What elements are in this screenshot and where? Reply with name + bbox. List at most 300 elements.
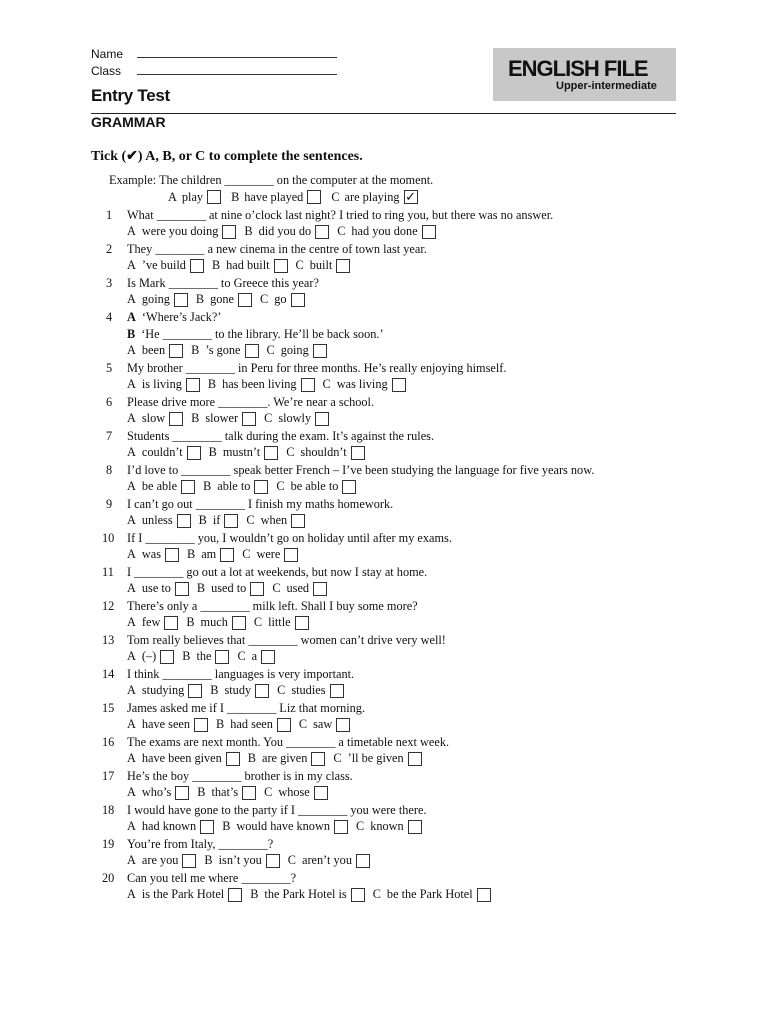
answer-options <box>91 546 594 563</box>
option-checkbox[interactable] <box>226 752 240 766</box>
option-checkbox[interactable] <box>188 684 202 698</box>
question-row <box>91 275 594 291</box>
option-letter: A <box>127 479 136 493</box>
option-checkbox[interactable] <box>194 718 208 732</box>
option-text: isn’t you <box>218 853 262 867</box>
answer-options <box>91 342 594 359</box>
option-letter: C <box>355 819 365 833</box>
question-item <box>91 241 594 274</box>
option-checkbox[interactable] <box>169 412 183 426</box>
question-text: The exams are next month. You ________ a timetable next week. <box>127 735 450 749</box>
option-letter: C <box>295 258 304 272</box>
option-checkbox[interactable] <box>274 259 288 273</box>
option-text: going <box>280 343 309 357</box>
option-text: use to <box>141 581 171 595</box>
question-row <box>91 394 594 410</box>
question-text: What ________ at nine o’clock last night? I tried to ring you, but there was no answer. <box>127 208 554 222</box>
question-row <box>91 309 594 325</box>
option-checkbox[interactable] <box>254 480 268 494</box>
option-checkbox[interactable] <box>177 514 191 528</box>
option-letter: A <box>127 581 136 595</box>
option-checkbox[interactable] <box>314 786 328 800</box>
option-checkbox[interactable] <box>342 480 356 494</box>
option-letter: C <box>253 615 263 629</box>
answer-option-a <box>127 512 191 529</box>
option-text: few <box>141 615 161 629</box>
option-checkbox[interactable] <box>422 225 436 239</box>
option-letter: C <box>264 785 273 799</box>
question-text: Students ________ talk during the exam. It’s against the rules. <box>127 429 435 443</box>
logo-title: ENGLISH FILE <box>508 56 648 81</box>
option-checkbox[interactable] <box>356 854 370 868</box>
option-text: was living <box>336 377 388 391</box>
option-checkbox[interactable] <box>200 820 214 834</box>
answer-option-b <box>248 750 326 767</box>
option-letter: A <box>127 411 136 425</box>
option-checkbox[interactable] <box>307 190 321 204</box>
question-text: Tom really believes that ________ women can’t drive very well! <box>127 633 446 647</box>
option-letter: A <box>127 887 136 901</box>
answer-option-b <box>187 546 234 563</box>
instruction: Tick (✔) A, B, or C to complete the sentences. <box>91 149 363 164</box>
option-letter: B <box>203 479 212 493</box>
question-number: 3 <box>106 276 113 290</box>
option-letter: C <box>260 292 269 306</box>
answer-option-a <box>127 580 189 597</box>
answer-option-c <box>260 291 305 308</box>
answer-option-b <box>186 614 246 631</box>
answer-option-a <box>127 784 189 801</box>
option-text: used to <box>211 581 247 595</box>
option-letter: C <box>298 717 308 731</box>
option-checkbox[interactable] <box>164 616 178 630</box>
option-letter: C <box>272 581 281 595</box>
option-letter: A <box>127 513 136 527</box>
option-checkbox[interactable] <box>313 582 327 596</box>
answer-options <box>91 257 594 274</box>
option-checkbox[interactable] <box>408 752 422 766</box>
option-letter: A <box>127 853 136 867</box>
answer-option-b <box>216 716 291 733</box>
option-checkbox[interactable] <box>175 786 189 800</box>
option-checkbox[interactable] <box>392 378 406 392</box>
answer-option-a <box>127 716 208 733</box>
question-text <box>127 309 221 325</box>
answer-option-c <box>272 580 327 597</box>
option-checkbox[interactable] <box>182 854 196 868</box>
option-text: couldn’t <box>141 445 183 459</box>
option-text: am <box>201 547 217 561</box>
answer-options <box>91 750 594 767</box>
answer-options <box>91 614 594 631</box>
option-text: had known <box>141 819 197 833</box>
question-row <box>91 207 594 223</box>
name-row <box>91 45 337 62</box>
answer-option-c <box>356 818 422 835</box>
answer-option-a <box>127 444 201 461</box>
answer-option-b <box>210 682 269 699</box>
option-checkbox[interactable] <box>255 684 269 698</box>
english-file-logo <box>493 48 676 101</box>
option-text: be the Park Hotel <box>386 887 473 901</box>
question-row <box>91 530 594 546</box>
answer-option-b <box>197 784 256 801</box>
option-checkbox[interactable] <box>174 293 188 307</box>
question-item <box>91 802 594 835</box>
question-item <box>91 836 594 869</box>
answer-option-b <box>196 291 252 308</box>
example-question <box>91 172 594 188</box>
option-text: has been living <box>222 377 297 391</box>
option-checkbox[interactable] <box>330 684 344 698</box>
option-checkbox[interactable] <box>351 446 365 460</box>
question-number <box>91 326 127 342</box>
question-item <box>91 394 594 427</box>
answer-options <box>91 512 594 529</box>
answer-option-a <box>127 682 202 699</box>
option-text: when <box>260 513 288 527</box>
option-checkbox[interactable] <box>190 259 204 273</box>
option-text: known <box>370 819 404 833</box>
question-row <box>91 428 594 444</box>
answer-option-c <box>254 614 309 631</box>
question-row <box>91 241 594 257</box>
option-text: is living <box>141 377 182 391</box>
option-checkbox[interactable] <box>222 225 236 239</box>
option-letter: A <box>127 343 136 357</box>
question-text: I can’t go out ________ I finish my maths homework. <box>127 497 394 511</box>
question-item <box>91 462 594 495</box>
question-row <box>91 462 594 478</box>
option-text: study <box>224 683 252 697</box>
option-checkbox[interactable] <box>336 259 350 273</box>
question-number: 19 <box>102 837 115 851</box>
option-checkbox[interactable] <box>277 718 291 732</box>
option-text: be able <box>141 479 178 493</box>
option-letter: B <box>207 377 217 391</box>
answer-options <box>91 784 594 801</box>
option-text: would have known <box>236 819 330 833</box>
option-letter: A <box>127 683 136 697</box>
option-text: shouldn’t <box>300 445 347 459</box>
example-option <box>168 188 221 206</box>
option-letter: A <box>127 224 136 238</box>
question-item <box>91 700 594 733</box>
answer-option-a <box>127 342 183 359</box>
option-letter: B <box>204 853 213 867</box>
question-number: 2 <box>106 242 113 256</box>
option-letter: C <box>333 751 342 765</box>
question-text: You’re from Italy, ________? <box>127 837 274 851</box>
dialogue-speaker: B <box>127 327 136 341</box>
example-option <box>331 188 417 206</box>
option-checkbox[interactable] <box>313 344 327 358</box>
example-options <box>91 188 594 206</box>
answer-option-a <box>127 376 200 393</box>
question-text: I ________ go out a lot at weekends, but now I stay at home. <box>127 565 428 579</box>
option-text: who’s <box>141 785 172 799</box>
questions <box>91 207 594 903</box>
answer-option-b <box>191 410 256 427</box>
option-checkbox[interactable] <box>207 190 221 204</box>
option-checkbox[interactable] <box>261 650 275 664</box>
option-text: are you <box>141 853 179 867</box>
student-fields <box>91 45 337 79</box>
answer-options <box>91 818 594 835</box>
answer-option-b <box>203 478 268 495</box>
option-checkbox[interactable] <box>264 446 278 460</box>
option-text: had you done <box>351 224 418 238</box>
question-item <box>91 530 594 563</box>
question-number: 6 <box>106 395 113 409</box>
option-checkbox[interactable] <box>220 548 234 562</box>
option-text: gone <box>210 292 235 306</box>
option-checkbox[interactable] <box>291 514 305 528</box>
question-row <box>91 734 594 750</box>
option-letter: B <box>244 224 253 238</box>
question-row <box>91 598 594 614</box>
option-text: whose <box>278 785 310 799</box>
name-field[interactable] <box>137 45 337 58</box>
option-checkbox[interactable] <box>284 548 298 562</box>
question-row <box>91 666 594 682</box>
option-checkbox[interactable] <box>224 514 238 528</box>
option-letter: B <box>196 581 206 595</box>
option-checkbox[interactable] <box>160 650 174 664</box>
option-text: ’ll be given <box>347 751 404 765</box>
question-item <box>91 309 594 359</box>
answer-options <box>91 376 594 393</box>
answer-option-a <box>127 410 183 427</box>
option-text: was <box>141 547 162 561</box>
option-checkbox[interactable] <box>186 378 200 392</box>
answer-option-c <box>264 784 328 801</box>
answer-option-b <box>244 223 329 240</box>
option-checkbox[interactable] <box>165 548 179 562</box>
option-letter: C <box>264 411 273 425</box>
option-text: had built <box>226 258 270 272</box>
option-checkbox[interactable] <box>315 412 329 426</box>
question-item <box>91 870 594 903</box>
option-text: unless <box>141 513 173 527</box>
question-row <box>91 768 594 784</box>
question-text: I think ________ languages is very important. <box>127 667 355 681</box>
option-letter: C <box>322 377 331 391</box>
answer-option-b <box>208 376 315 393</box>
question-number: 18 <box>102 803 115 817</box>
option-checkbox[interactable] <box>250 582 264 596</box>
option-text: been <box>141 343 166 357</box>
answer-option-c <box>323 376 406 393</box>
option-text: have been given <box>141 751 222 765</box>
question-number: 15 <box>102 701 115 715</box>
option-letter: B <box>222 819 231 833</box>
answer-option-a <box>127 546 179 563</box>
answer-options <box>91 682 594 699</box>
option-checkbox[interactable] <box>291 293 305 307</box>
option-text: had seen <box>230 717 273 731</box>
option-text: mustn’t <box>222 445 261 459</box>
divider <box>91 113 676 114</box>
dialogue-row <box>91 326 594 342</box>
option-checkbox[interactable] <box>169 344 183 358</box>
name-label: Name <box>91 47 124 61</box>
answer-options <box>91 648 594 665</box>
option-text: able to <box>217 479 251 493</box>
option-text: have played <box>244 190 304 204</box>
answer-options <box>91 852 594 869</box>
answer-options <box>91 223 594 240</box>
option-checkbox[interactable] <box>242 412 256 426</box>
option-checkbox[interactable] <box>334 820 348 834</box>
question-row <box>91 632 594 648</box>
question-number: 14 <box>102 667 115 681</box>
option-letter: C <box>277 683 286 697</box>
option-letter: B <box>250 887 259 901</box>
class-row <box>91 62 337 79</box>
option-text: be able to <box>290 479 339 493</box>
answer-option-c <box>267 342 327 359</box>
question-row <box>91 802 594 818</box>
question-item <box>91 666 594 699</box>
option-text: the <box>196 649 212 663</box>
question-item <box>91 734 594 767</box>
question-number: 4 <box>106 310 113 324</box>
option-text: play <box>181 190 204 204</box>
option-text: studying <box>141 683 185 697</box>
option-letter: B <box>182 649 191 663</box>
option-letter: A <box>168 190 177 204</box>
question-item <box>91 428 594 461</box>
option-text: the Park Hotel is <box>264 887 347 901</box>
option-checkbox[interactable] <box>181 480 195 494</box>
option-letter: C <box>331 190 340 204</box>
question-number: 11 <box>102 565 114 579</box>
option-text: built <box>309 258 333 272</box>
question-text: I would have gone to the party if I ________ you were there. <box>127 803 427 817</box>
question-text: Please drive more ________. We’re near a school. <box>127 395 375 409</box>
class-field[interactable] <box>137 62 337 75</box>
question-text: There’s only a ________ milk left. Shall I buy some more? <box>127 599 418 613</box>
answer-option-b <box>212 257 288 274</box>
answer-options <box>91 444 594 461</box>
answer-options <box>91 886 594 903</box>
option-checkbox[interactable] <box>266 854 280 868</box>
option-letter: A <box>127 258 136 272</box>
option-checkbox[interactable] <box>336 718 350 732</box>
option-checkbox[interactable] <box>215 650 229 664</box>
question-text: My brother ________ in Peru for three months. He’s really enjoying himself. <box>127 361 507 375</box>
option-letter: B <box>197 785 206 799</box>
option-checkbox[interactable] <box>245 344 259 358</box>
option-letter: C <box>276 479 285 493</box>
option-checkbox[interactable] <box>242 786 256 800</box>
option-letter: A <box>127 785 136 799</box>
option-letter: B <box>191 411 200 425</box>
question-number: 13 <box>102 633 115 647</box>
question-text: Can you tell me where ________? <box>127 871 297 885</box>
option-letter: C <box>287 853 296 867</box>
answer-option-c <box>264 410 329 427</box>
answer-option-c <box>242 546 298 563</box>
question-number: 7 <box>106 429 113 443</box>
option-checkbox[interactable] <box>175 582 189 596</box>
question-text: He’s the boy ________ brother is in my class. <box>127 769 353 783</box>
option-checkbox[interactable] <box>238 293 252 307</box>
answer-option-a <box>127 614 178 631</box>
answer-option-b <box>209 444 279 461</box>
option-text: have seen <box>141 717 191 731</box>
question-row <box>91 360 594 376</box>
answer-option-a <box>127 257 204 274</box>
question-item <box>91 207 594 240</box>
question-number: 17 <box>102 769 115 783</box>
option-checkbox[interactable]: ✓ <box>405 189 416 204</box>
answer-option-c <box>373 886 491 903</box>
option-text: (–) <box>141 649 157 663</box>
answer-option-b <box>197 580 264 597</box>
option-text: were <box>256 547 281 561</box>
option-letter: A <box>127 292 136 306</box>
answer-option-c <box>288 852 370 869</box>
option-letter: C <box>286 445 295 459</box>
question-item <box>91 564 594 597</box>
option-checkbox[interactable] <box>315 225 329 239</box>
answer-option-b <box>222 818 348 835</box>
question-row <box>91 836 594 852</box>
option-checkbox[interactable] <box>408 820 422 834</box>
answer-option-a <box>127 886 242 903</box>
option-letter: C <box>372 887 381 901</box>
option-checkbox[interactable] <box>311 752 325 766</box>
question-row <box>91 700 594 716</box>
example-text: The children ________ on the computer at the moment. <box>158 173 434 187</box>
question-text <box>127 326 384 342</box>
option-text: did you do <box>258 224 312 238</box>
option-checkbox[interactable] <box>295 616 309 630</box>
example-prefix: Example: <box>109 173 157 187</box>
answer-options <box>91 478 594 495</box>
option-letter: B <box>231 190 240 204</box>
option-checkbox[interactable] <box>351 888 365 902</box>
option-letter: A <box>127 751 136 765</box>
answer-option-b <box>191 342 258 359</box>
option-checkbox[interactable] <box>301 378 315 392</box>
option-checkbox[interactable] <box>187 446 201 460</box>
option-checkbox[interactable] <box>228 888 242 902</box>
option-text: that’s <box>211 785 239 799</box>
option-letter: A <box>127 547 136 561</box>
option-text: ’s gone <box>205 343 241 357</box>
option-text: much <box>200 615 228 629</box>
answer-option-a <box>127 223 236 240</box>
dialogue-text: ‘He ________ to the library. He’ll be back soon.’ <box>141 327 384 341</box>
option-letter: B <box>195 292 205 306</box>
question-number: 20 <box>102 871 115 885</box>
option-checkbox[interactable] <box>477 888 491 902</box>
option-text: aren’t you <box>302 853 352 867</box>
option-text: is the Park Hotel <box>141 887 225 901</box>
question-item <box>91 275 594 308</box>
option-letter: C <box>237 649 246 663</box>
answer-option-c <box>337 223 435 240</box>
question-text: James asked me if I ________ Liz that morning. <box>127 701 366 715</box>
option-checkbox[interactable] <box>232 616 246 630</box>
answer-option-c <box>296 257 351 274</box>
question-text: They ________ a new cinema in the centre of town last year. <box>127 242 427 256</box>
option-letter: B <box>191 343 200 357</box>
question-text: If I ________ you, I wouldn’t go on holiday until after my exams. <box>127 531 452 545</box>
